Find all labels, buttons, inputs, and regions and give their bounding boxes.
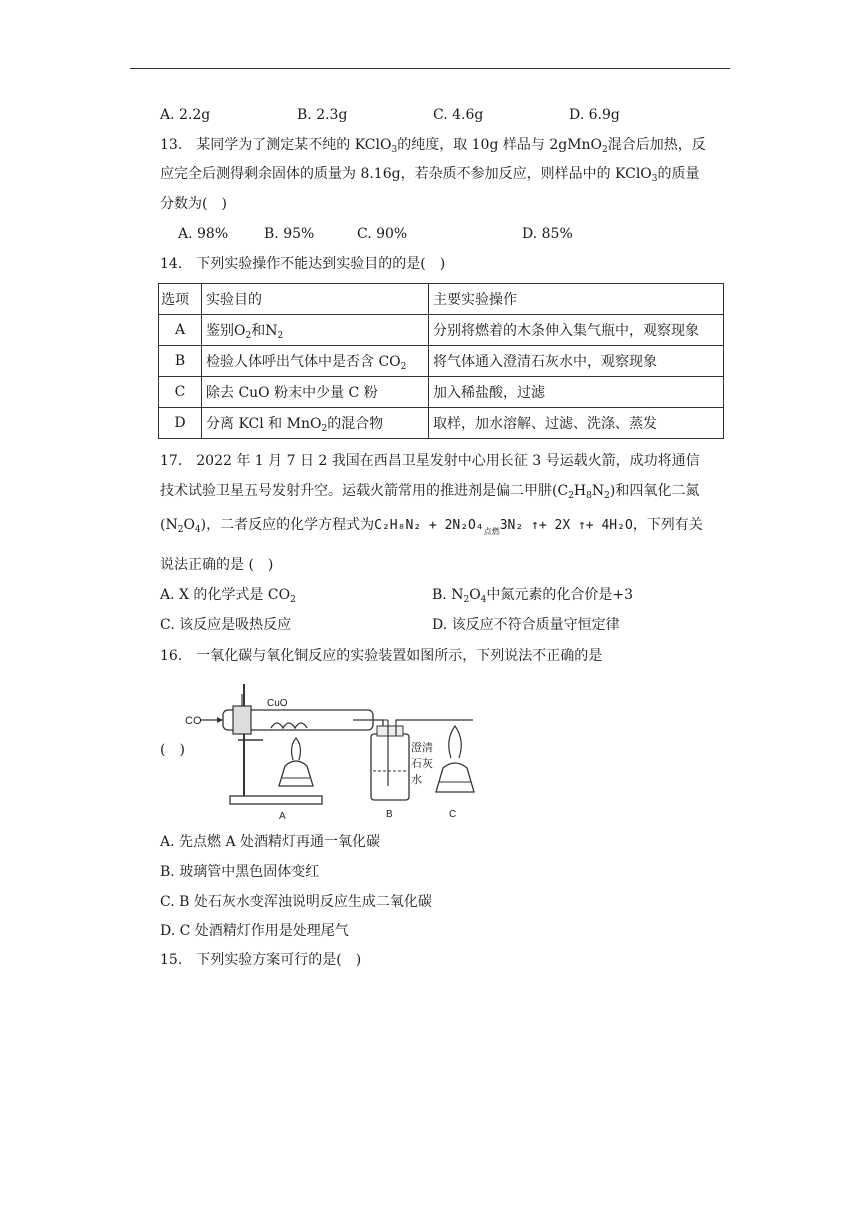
label-cuo: CuO bbox=[267, 698, 288, 709]
q17-option-b: B. $N_2O_4$中氮元素的化合价是+3 bbox=[432, 587, 634, 605]
q17-option-d: D. 该反应不符合质量守恒定律 bbox=[432, 617, 620, 633]
label-c: C bbox=[449, 809, 457, 820]
q13-option-c: C. 90% bbox=[357, 226, 408, 242]
header-option: 选项 bbox=[159, 284, 202, 315]
table-row: D 分离 KCl 和 MnO$_2$的混合物 取样，加水溶解、过滤、洗涤、蒸发 bbox=[159, 408, 724, 439]
q14-table bbox=[158, 283, 724, 439]
q13-line-3: 分数为( ) bbox=[160, 196, 227, 212]
stand-base bbox=[230, 796, 322, 804]
q17-option-c: C. 该反应是吸热反应 bbox=[160, 617, 292, 633]
q16-option-a: A. 先点燃 A 处酒精灯再通一氧化碳 bbox=[160, 834, 381, 850]
prev-option-a: A. 2.2g bbox=[160, 107, 211, 123]
q14-stem: 14. 下列实验操作不能达到实验目的的是( ) bbox=[160, 256, 446, 272]
cuo-powder bbox=[271, 723, 307, 728]
lamp-c bbox=[436, 763, 474, 792]
reaction-condition: 点燃 bbox=[483, 527, 500, 536]
q16-option-c: C. B 处石灰水变浑浊说明反应生成二氧化碳 bbox=[160, 894, 432, 910]
flame-a-icon bbox=[292, 738, 301, 760]
q17-line-2: 技术试验卫星五号发射升空。运载火箭常用的推进剂是偏二甲肼$(C_2H_8N_2)$和四氧化二氮 bbox=[160, 483, 700, 501]
label-co: CO bbox=[185, 715, 202, 727]
q17-line-4: 说法正确的是 ( ) bbox=[160, 557, 274, 573]
q16-option-d: D. C 处酒精灯作用是处理尾气 bbox=[160, 923, 349, 939]
q13-line-1: 13. 某同学为了测定某不纯的 KClO$_3$的纯度，取 10g 样品与 2gMnO$_2$混合后加热，反 bbox=[160, 137, 706, 155]
prev-option-d: D. 6.9g bbox=[569, 107, 620, 123]
q13-option-a: A. 98% bbox=[178, 226, 229, 242]
q17-option-a: A. X 的化学式是 $CO_2$ bbox=[160, 587, 296, 605]
header-operation: 主要实验操作 bbox=[429, 284, 724, 315]
q13-line-2: 应完全后测得剩余固体的质量为 8.16g，若杂质不参加反应，则样品中的 KClO$_3$的质量 bbox=[160, 166, 700, 184]
reaction-equation: C₂H₈N₂ + 2N₂O₄ bbox=[374, 518, 484, 533]
q17-line-1: 17. 2022 年 1 月 7 日 2 我国在西昌卫星发射中心用长征 3 号运载火箭，成功将通信 bbox=[160, 453, 700, 469]
label-a: A bbox=[279, 811, 286, 822]
label-lime-3: 水 bbox=[411, 773, 422, 786]
table-header-row bbox=[159, 284, 724, 315]
apparatus-figure bbox=[183, 676, 478, 824]
q13-option-d: D. 85% bbox=[522, 226, 573, 242]
flame-c-icon bbox=[449, 726, 462, 758]
q17-line-3: $(N_2O_4)$，二者反应的化学方程式为$C_2H_8N_2 + 2N_2O_4_{点燃}3N_2$ ↑+ 2X ↑+ 4H₂O，下列有关 bbox=[160, 517, 703, 536]
q16-option-b: B. 玻璃管中黑色固体变红 bbox=[160, 864, 320, 880]
label-lime-2: 石灰 bbox=[411, 757, 433, 770]
q13-option-b: B. 95% bbox=[264, 226, 315, 242]
q16-paren: ( ) bbox=[160, 742, 185, 758]
reaction-products: 3N₂ ↑+ 2X ↑+ 4H₂O bbox=[499, 518, 633, 533]
lamp-a bbox=[279, 761, 313, 786]
bottle-b-stopper bbox=[377, 726, 403, 736]
bottle-b bbox=[371, 734, 409, 800]
label-b: B bbox=[386, 809, 393, 820]
q15-stem: 15. 下列实验方案可行的是( ) bbox=[160, 952, 362, 968]
header-rule bbox=[130, 68, 730, 69]
table-row: C 除去 CuO 粉末中少量 C 粉 加入稀盐酸，过滤 bbox=[159, 377, 724, 408]
label-lime-1: 澄清 bbox=[411, 741, 433, 754]
tube-stopper bbox=[233, 706, 251, 734]
header-purpose: 实验目的 bbox=[202, 284, 429, 315]
table-row: A 鉴别$O_2$和$N_2$ 分别将燃着的木条伸入集气瓶中，观察现象 bbox=[159, 315, 724, 346]
table-row: B 检验人体呼出气体中是否含 $CO_2$ 将气体通入澄清石灰水中，观察现象 bbox=[159, 346, 724, 377]
co-arrow bbox=[217, 717, 223, 723]
prev-option-b: B. 2.3g bbox=[297, 107, 348, 123]
prev-option-c: C. 4.6g bbox=[433, 107, 484, 123]
q16-stem: 16. 一氧化碳与氧化铜反应的实验装置如图所示，下列说法不正确的是 bbox=[160, 648, 603, 664]
